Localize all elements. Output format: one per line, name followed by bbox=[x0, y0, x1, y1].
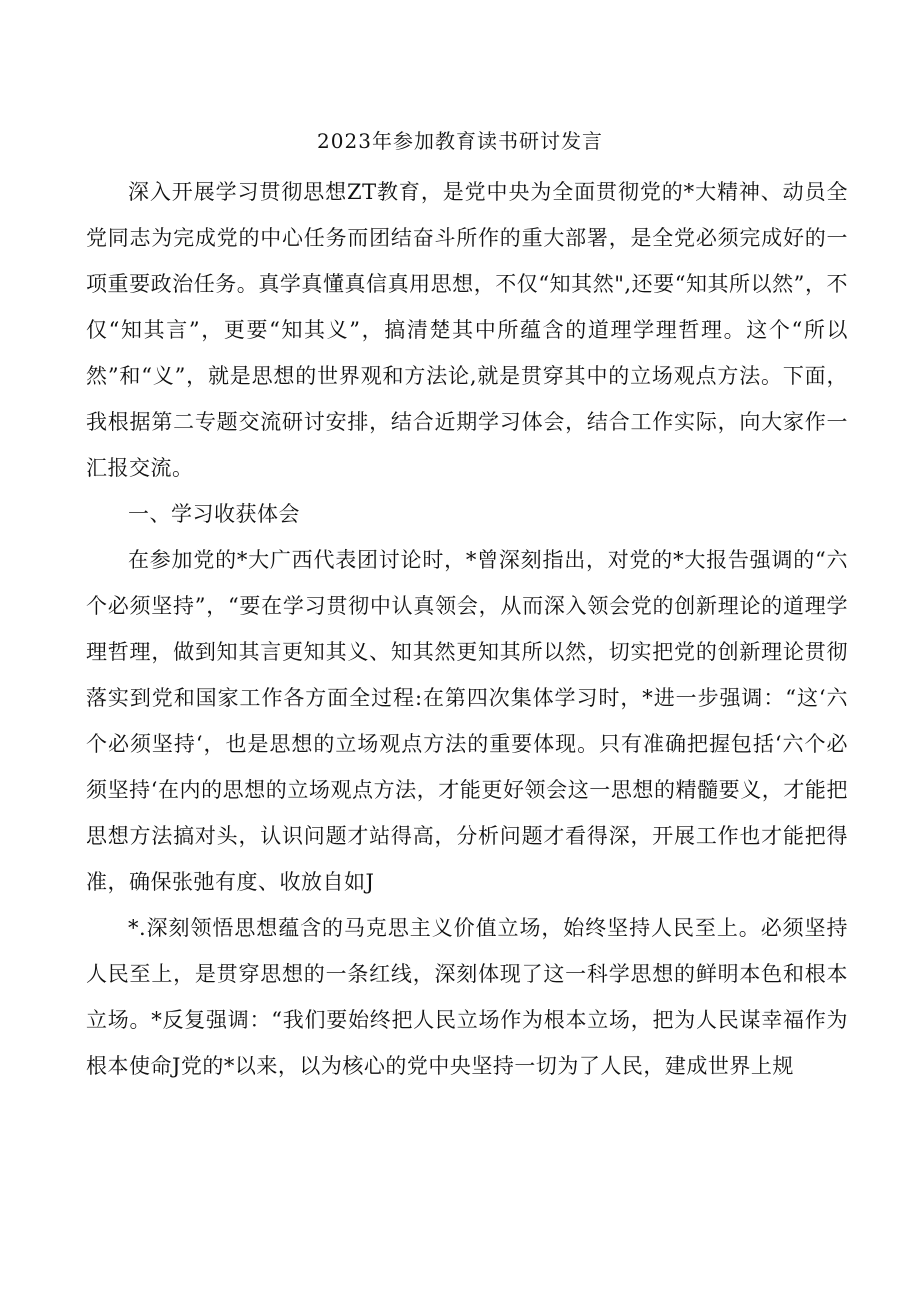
document-title: 2023年参加教育读书研讨发言 bbox=[317, 129, 603, 153]
document-body bbox=[86, 169, 848, 1089]
paragraph-intro: 深入开展学习贯彻思想ZT教育，是党中央为全面贯彻党的*大精神、动员全党同志为完成党的中心任务而团结奋斗所作的重大部署，是全党必须完成好的一项重要政治任务。真学真懂真信真用思想，不仅“知其然",还要“知其所以然”，不仅“知其言”，更要“知其义”，搞清楚其中所蕴含的道理学理哲理。这个“所以然”和“义”，就是思想的世界观和方法论,就是贯穿其中的立场观点方法。下面，我根据第二专题交流研讨安排，结合近期学习体会，结合工作实际，向大家作一汇报交流。 bbox=[86, 180, 848, 480]
section-heading-1: 一、学习收获体会 bbox=[128, 502, 300, 526]
paragraph-learning: 在参加党的*大广西代表团讨论时，*曾深刻指出，对党的*大报告强调的“六个必须坚持”，“要在学习贯彻中认真领会，从而深入领会党的创新理论的道理学理哲理，做到知其言更知其义、知其然更知其所以然，切实把党的创新理论贯彻落实到党和国家工作各方面全过程:在第四次集体学习时，*进一步强调：“这‘六个必须坚持‘，也是思想的立场观点方法的重要体现。只有准确把握包括‘六个必须坚持‘在内的思想的立场观点方法，才能更好领会这一思想的精髓要义，才能把思想方法搞对头，认识问题才站得高，分析问题才看得深，开展工作也才能把得准，确保张弛有度、收放自如J bbox=[86, 548, 848, 894]
paragraph-people-first: *.深刻领悟思想蕴含的马克思主义价值立场，始终坚持人民至上。必须坚持人民至上，是贯穿思想的一条红线，深刻体现了这一科学思想的鲜明本色和根本立场。*反复强调：“我们要始终把人民立场作为根本立场，把为人民谋幸福作为根本使命J党的*以来，以为核心的党中央坚持一切为了人民，建成世界上规 bbox=[86, 916, 848, 1078]
